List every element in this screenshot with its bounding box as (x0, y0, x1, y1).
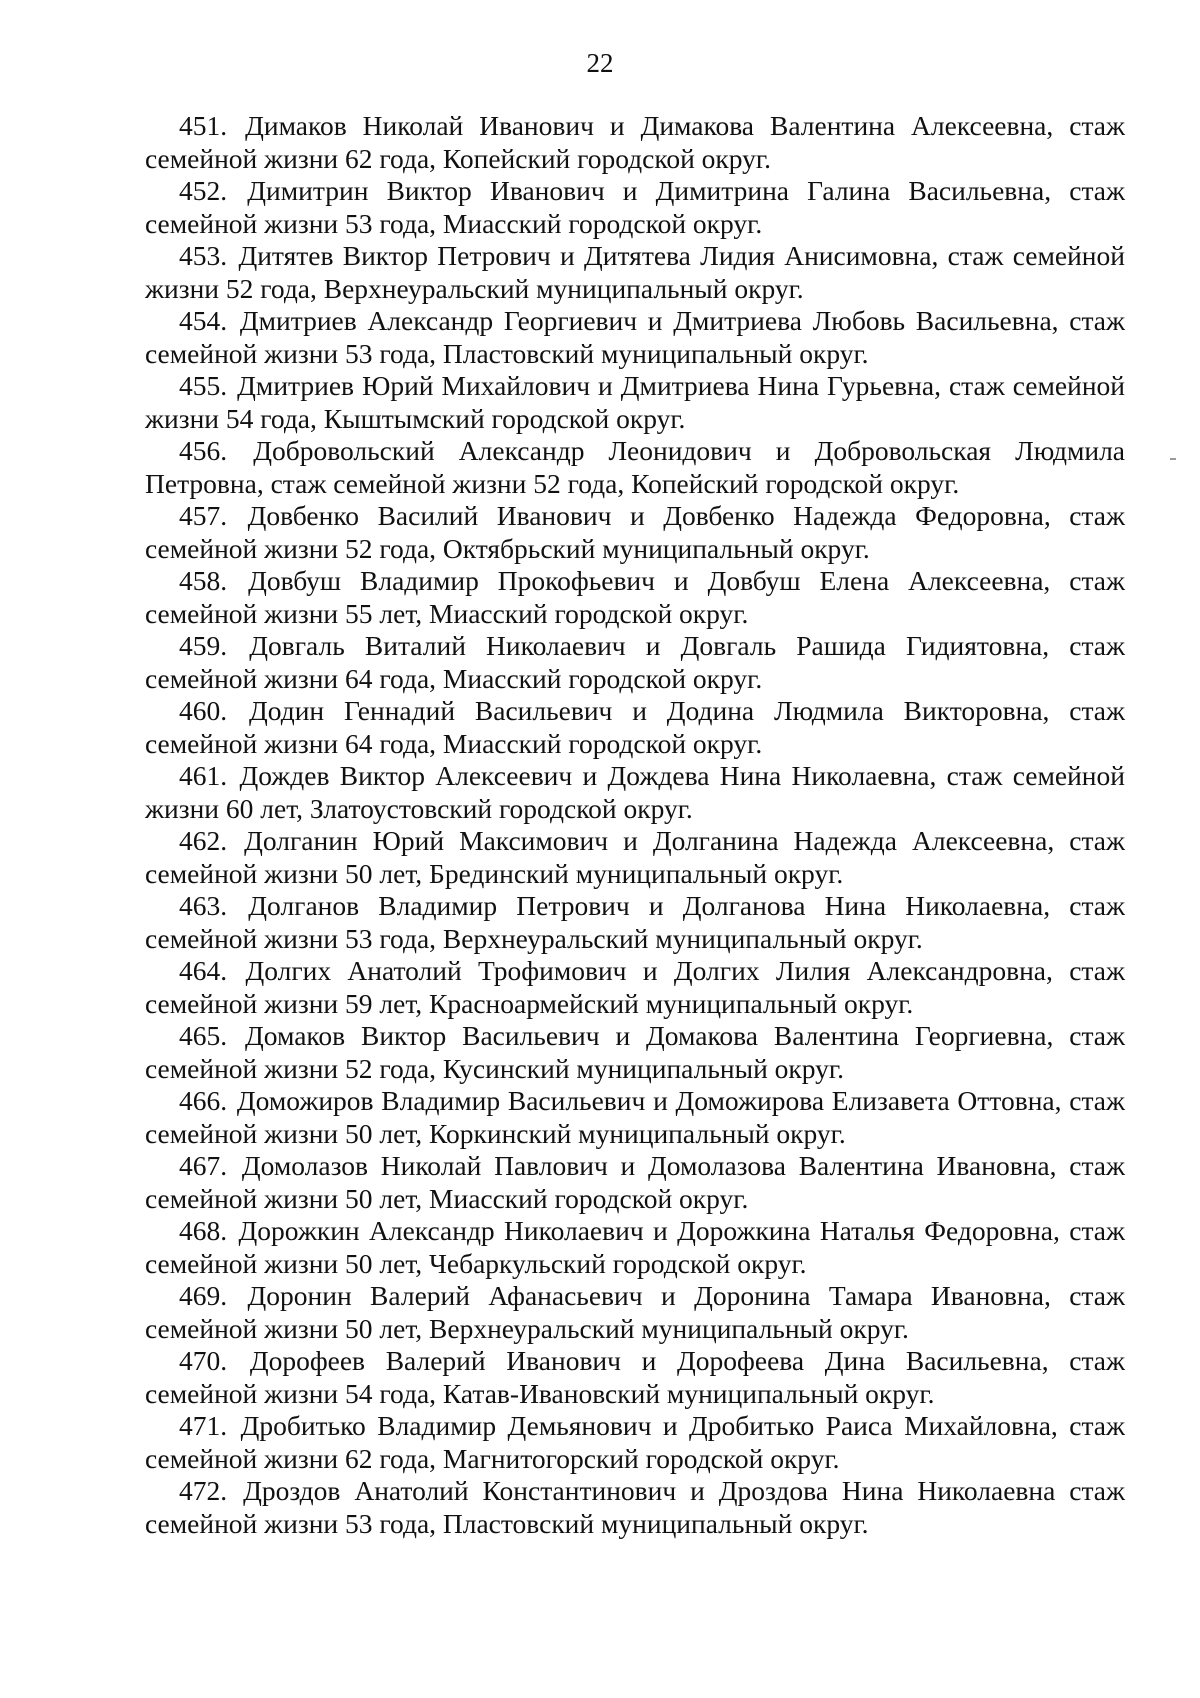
item-number: 459. (179, 630, 228, 661)
list-item (145, 890, 1125, 955)
item-number: 455. (179, 370, 228, 401)
list-item (145, 500, 1125, 565)
item-number: 454. (179, 305, 228, 336)
item-number: 469. (179, 1280, 228, 1311)
item-number: 463. (179, 890, 228, 921)
list-item (145, 1215, 1125, 1280)
list-item (145, 110, 1125, 175)
entries-list (145, 110, 1125, 1540)
list-item (145, 1475, 1125, 1540)
item-number: 465. (179, 1020, 228, 1051)
list-item (145, 435, 1125, 500)
item-number: 471. (179, 1410, 228, 1441)
list-item (145, 1280, 1125, 1345)
item-text: Долгих Анатолий Трофимович и Долгих Лилия Александровна, стаж семейной жизни 59 лет, Красноармейский муниципальный округ. (145, 955, 1125, 1019)
item-text: Дроздов Анатолий Константинович и Дроздова Нина Николаевна стаж семейной жизни 53 года, Пластовский муниципальный округ. (145, 1475, 1126, 1539)
page-number: 22 (586, 48, 614, 78)
list-item (145, 1345, 1125, 1410)
item-text: Дорожкин Александр Николаевич и Дорожкина Наталья Федоровна, стаж семейной жизни 50 лет, Чебаркульский городской округ. (145, 1215, 1126, 1279)
item-text: Долганин Юрий Максимович и Долганина Надежда Алексеевна, стаж семейной жизни 50 лет, Брединский муниципальный округ. (145, 825, 1125, 889)
item-number: 453. (179, 240, 228, 271)
list-item (145, 955, 1125, 1020)
list-item (145, 1020, 1125, 1085)
item-text: Димаков Николай Иванович и Димакова Валентина Алексеевна, стаж семейной жизни 62 года, Копейский городской округ. (145, 110, 1125, 174)
item-text: Доронин Валерий Афанасьевич и Доронина Тамара Ивановна, стаж семейной жизни 50 лет, Верхнеуральский муниципальный округ. (145, 1280, 1125, 1344)
item-number: 468. (179, 1215, 228, 1246)
item-text: Дробитько Владимир Демьянович и Дробитько Раиса Михайловна, стаж семейной жизни 62 года, Магнитогорский городской округ. (145, 1410, 1125, 1474)
scan-mark (1170, 458, 1176, 460)
list-item (145, 370, 1125, 435)
item-number: 462. (179, 825, 228, 856)
list-item (145, 1150, 1125, 1215)
item-number: 470. (179, 1345, 228, 1376)
item-text: Довбуш Владимир Прокофьевич и Довбуш Елена Алексеевна, стаж семейной жизни 55 лет, Миасский городской округ. (145, 565, 1126, 629)
list-item (145, 760, 1125, 825)
list-item (145, 825, 1125, 890)
list-item (145, 305, 1125, 370)
item-number: 452. (179, 175, 228, 206)
item-text: Додин Геннадий Васильевич и Додина Людмила Викторовна, стаж семейной жизни 64 года, Миасский городской округ. (145, 695, 1126, 759)
list-item (145, 1410, 1125, 1475)
item-number: 451. (179, 110, 228, 141)
list-item (145, 240, 1125, 305)
item-number: 472. (179, 1475, 228, 1506)
list-item (145, 630, 1125, 695)
item-number: 460. (179, 695, 228, 726)
item-text: Дмитриев Александр Георгиевич и Дмитриева Любовь Васильевна, стаж семейной жизни 53 года, Пластовский муниципальный округ. (145, 305, 1126, 369)
item-number: 457. (179, 500, 228, 531)
item-number: 461. (179, 760, 228, 791)
list-item (145, 565, 1125, 630)
item-text: Добровольский Александр Леонидович и Добровольская Людмила Петровна, стаж семейной жизни 52 года, Копейский городской округ. (145, 435, 1125, 499)
list-item (145, 175, 1125, 240)
item-text: Дмитриев Юрий Михайлович и Дмитриева Нина Гурьевна, стаж семейной жизни 54 года, Кыштымский городской округ. (145, 370, 1126, 434)
item-text: Долганов Владимир Петрович и Долганова Нина Николаевна, стаж семейной жизни 53 года, Верхнеуральский муниципальный округ. (145, 890, 1125, 954)
item-text: Дитятев Виктор Петрович и Дитятева Лидия Анисимовна, стаж семейной жизни 52 года, Верхнеуральский муниципальный округ. (145, 240, 1125, 304)
item-number: 466. (179, 1085, 228, 1116)
item-text: Довбенко Василий Иванович и Довбенко Надежда Федоровна, стаж семейной жизни 52 года, Октябрьский муниципальный округ. (145, 500, 1125, 564)
item-number: 464. (179, 955, 228, 986)
item-number: 467. (179, 1150, 228, 1181)
item-number: 458. (179, 565, 228, 596)
item-text: Димитрин Виктор Иванович и Димитрина Галина Васильевна, стаж семейной жизни 53 года, Миасский городской округ. (145, 175, 1126, 239)
item-text: Довгаль Виталий Николаевич и Довгаль Рашида Гидиятовна, стаж семейной жизни 64 года, Миасский городской округ. (145, 630, 1126, 694)
list-item (145, 1085, 1125, 1150)
item-text: Дорофеев Валерий Иванович и Дорофеева Дина Васильевна, стаж семейной жизни 54 года, Катав-Ивановский муниципальный округ. (145, 1345, 1126, 1409)
item-text: Домолазов Николай Павлович и Домолазова Валентина Ивановна, стаж семейной жизни 50 лет, Миасский городской округ. (145, 1150, 1125, 1214)
item-text: Доможиров Владимир Васильевич и Доможирова Елизавета Оттовна, стаж семейной жизни 50 лет, Коркинский муниципальный округ. (145, 1085, 1125, 1149)
item-text: Домаков Виктор Васильевич и Домакова Валентина Георгиевна, стаж семейной жизни 52 года, Кусинский муниципальный округ. (145, 1020, 1126, 1084)
item-number: 456. (179, 435, 228, 466)
list-item (145, 695, 1125, 760)
item-text: Дождев Виктор Алексеевич и Дождева Нина Николаевна, стаж семейной жизни 60 лет, Златоустовский городской округ. (145, 760, 1125, 824)
